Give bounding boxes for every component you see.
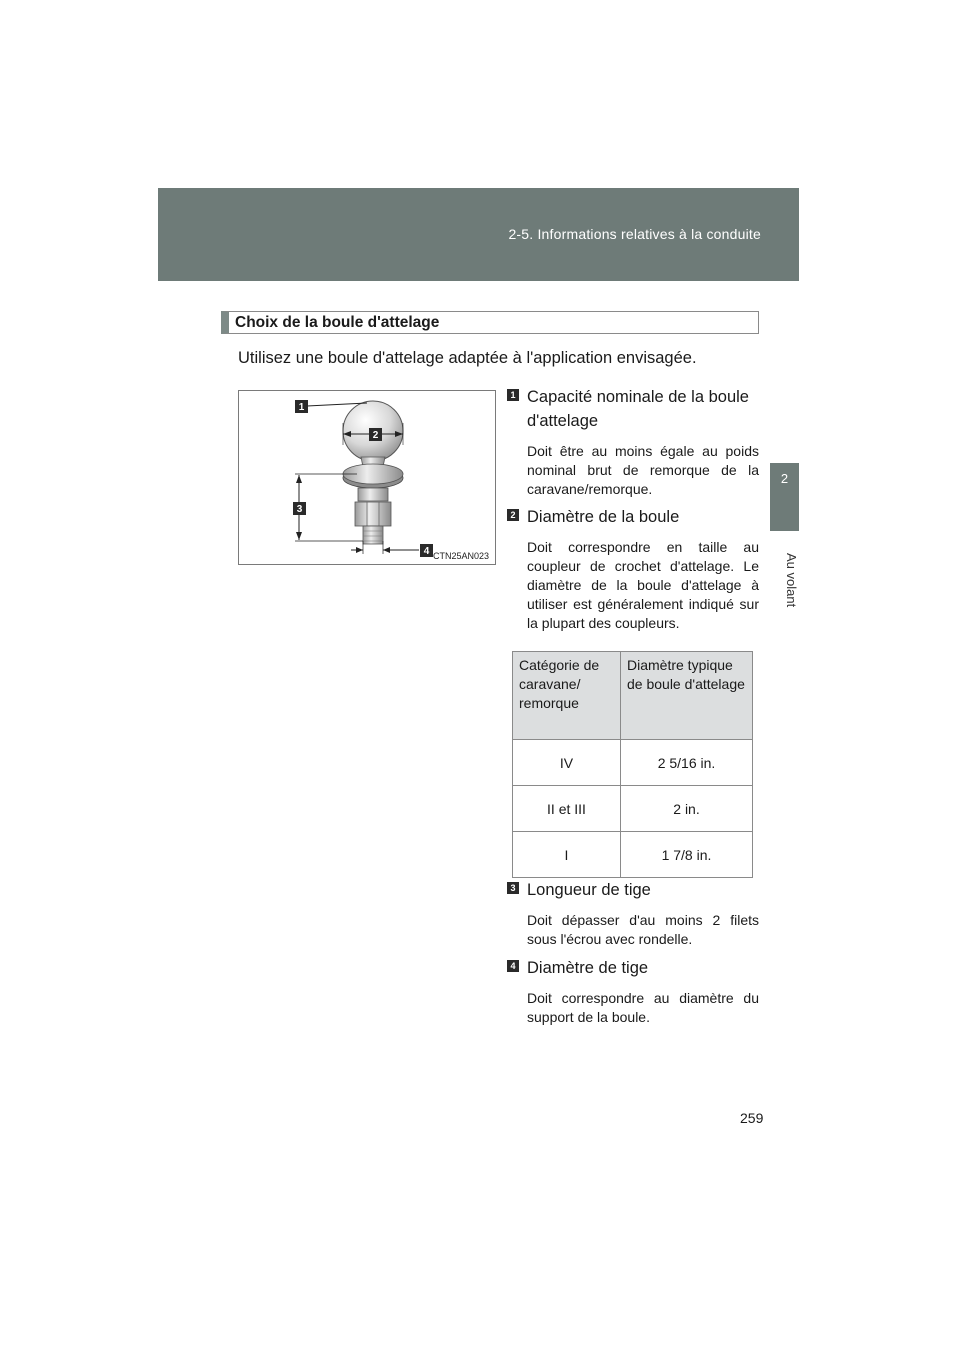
table-cell: 2 in. <box>621 786 753 832</box>
figure-marker-4-label: 4 <box>423 546 430 557</box>
figure-marker-3-label: 3 <box>296 504 303 515</box>
item-body: Doit correspondre en taille au coupleur de crochet d'attelage. Le diamètre de la boule d'attelage à utiliser est généralement indiqué sur la plupart des coupleurs. <box>527 539 759 631</box>
item-marker-4: 4 <box>507 960 519 972</box>
item-title: Diamètre de tige <box>527 959 649 977</box>
item-shank-diameter <box>507 956 759 1027</box>
figure-code: CTN25AN023 <box>432 551 489 561</box>
hitch-ball-illustration <box>239 391 495 564</box>
item-body: Doit dépasser d'au moins 2 filets sous l'écrou avec rondelle. <box>527 912 759 947</box>
table-row <box>513 740 753 786</box>
table-row <box>513 832 753 878</box>
table-cell: II et III <box>513 786 621 832</box>
item-ball-diameter <box>507 505 759 633</box>
table-header-diameter: Diamètre typique de boule d'attelage <box>621 652 753 740</box>
intro-text: Utilisez une boule d'attelage adaptée à l'application envisagée. <box>238 349 697 367</box>
ball-diameter-table <box>512 651 753 878</box>
table-cell: I <box>513 832 621 878</box>
table-cell: IV <box>513 740 621 786</box>
item-body: Doit correspondre au diamètre du support de la boule. <box>527 990 759 1025</box>
header-band <box>158 188 799 281</box>
table-row <box>513 786 753 832</box>
item-marker-3: 3 <box>507 882 519 894</box>
section-heading: Choix de la boule d'attelage <box>221 311 759 334</box>
hitch-ball-figure <box>238 390 496 565</box>
chapter-tab-number: 2 <box>780 471 789 486</box>
item-ball-capacity <box>507 385 759 499</box>
figure-marker-2-label: 2 <box>372 430 379 441</box>
table-cell: 2 5/16 in. <box>621 740 753 786</box>
item-marker-2: 2 <box>507 509 519 521</box>
table-cell: 1 7/8 in. <box>621 832 753 878</box>
chapter-tab-label: Au volant <box>784 552 799 608</box>
item-title: Longueur de tige <box>527 881 651 899</box>
item-title: Capacité nominale de la boule d'attelage <box>527 388 749 430</box>
chapter-title: 2-5. Informations relatives à la conduite <box>508 226 761 242</box>
item-shank-length <box>507 878 759 949</box>
item-body: Doit être au moins égale au poids nominal brut de remorque de la caravane/remorque. <box>527 443 759 497</box>
chapter-tab <box>770 463 799 531</box>
page-number: 259 <box>740 1110 764 1126</box>
figure-marker-1-label: 1 <box>298 402 305 413</box>
nut-shape <box>355 502 391 526</box>
item-marker-1: 1 <box>507 389 519 401</box>
table-header-row <box>513 652 753 740</box>
table-header-category: Catégorie de caravane/ remorque <box>513 652 621 740</box>
item-title: Diamètre de la boule <box>527 508 680 526</box>
